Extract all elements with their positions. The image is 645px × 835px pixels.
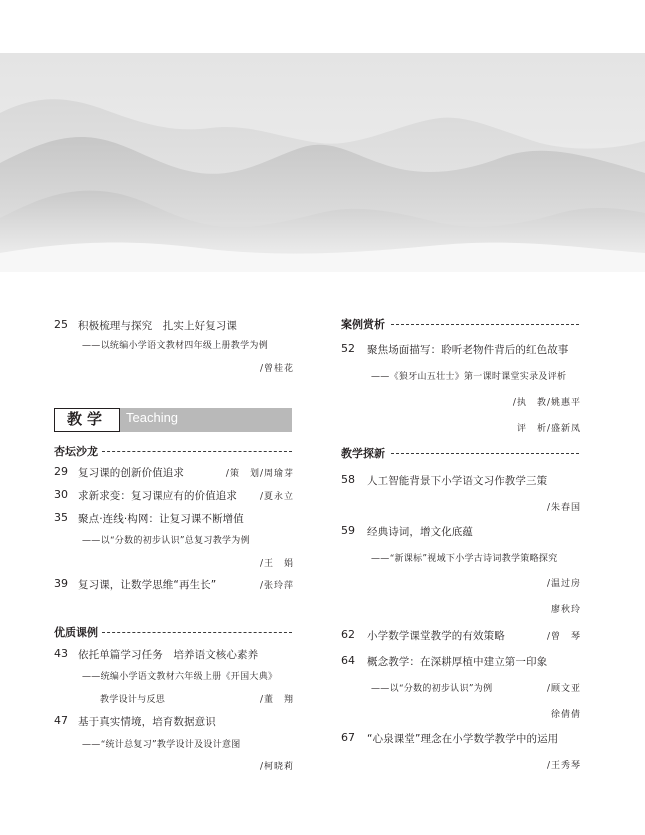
article-title: 基于真实情境，培育数据意识 [78,716,216,728]
article-author: /董 翔 [259,695,294,705]
toc-entry[interactable] [341,524,581,616]
toc-entry[interactable] [341,654,581,720]
article-title: 复习课的创新价值追求 [78,467,184,479]
article-title: 复习课，让数学思维“再生长” [78,579,217,591]
article-title: 依托单篇学习任务 培养语文核心素养 [78,649,259,661]
article-author: /王 娟 [259,559,294,569]
banner-title: 教学 [54,408,120,432]
toc-entry[interactable] [54,714,294,774]
section-heading: 案例赏析 [341,318,385,331]
section-divider [391,453,579,454]
article-author: /曾 琴 [546,632,581,642]
page-number: 64 [341,654,355,667]
page-number: 47 [54,714,68,727]
toc-entry[interactable] [341,473,581,515]
article-subtitle-continued: 教学设计与反思 [100,695,166,705]
section-banner [54,408,292,432]
article-title: 人工智能背景下小学语文习作教学三策 [367,475,548,487]
article-title: “心泉课堂”理念在小学数学教学中的运用 [367,733,559,745]
article-title: 聚焦场面描写：聆听老物件背后的红色故事 [367,344,569,356]
toc-entry[interactable] [54,511,294,571]
article-subtitle: ——“新课标”视域下小学古诗词教学策略探究 [371,554,558,564]
article-author: /策 划/周瑜芽 [225,469,294,479]
toc-entry[interactable] [54,647,294,709]
article-author: /夏永立 [259,492,294,502]
article-author: /王秀琴 [546,761,581,771]
section-heading: 教学探新 [341,447,385,460]
article-coauthor: 徐倩倩 [550,710,581,720]
toc-entry[interactable] [341,731,581,773]
toc-entry[interactable] [54,577,294,593]
section-heading: 杏坛沙龙 [54,445,98,458]
page-number: 25 [54,318,68,331]
toc-entry[interactable] [54,488,294,504]
article-author: /执 教/姚惠平 [512,398,581,408]
article-title: 聚点·连线·构网：让复习课不断增值 [78,513,244,525]
mountain-landscape-illustration [0,53,645,272]
article-author: /顾文亚 [546,684,581,694]
section-heading: 优质课例 [54,626,98,639]
article-title: 小学数学课堂教学的有效策略 [367,630,505,642]
article-subtitle: ——以统编小学语文教材四年级上册教学为例 [82,341,269,351]
article-title: 求新求变：复习课应有的价值追求 [78,490,237,502]
article-title: 积极梳理与探究 扎实上好复习课 [78,320,237,332]
article-author: /朱春国 [546,503,581,513]
article-author: /张玲萍 [259,581,294,591]
article-author: /柯晓莉 [259,762,294,772]
page-number: 43 [54,647,68,660]
article-author: /曾桂花 [259,364,294,374]
article-reviewer: 评 析/盛新凤 [516,424,581,434]
toc-entry[interactable] [54,318,294,378]
article-title: 经典诗词，增文化底蕴 [367,526,473,538]
page-number: 35 [54,511,68,524]
article-subtitle: ——以“分数的初步认识”为例 [371,684,493,694]
toc-entry[interactable] [54,465,294,481]
article-subtitle: ——统编小学语文教材六年级上册《开国大典》 [82,672,278,682]
toc-entry[interactable] [341,342,581,437]
section-divider [102,451,292,452]
article-subtitle: ——《狼牙山五壮士》第一课时课堂实录及评析 [371,372,567,382]
section-divider [391,324,579,325]
article-title: 概念教学：在深耕厚植中建立第一印象 [367,656,548,668]
page-number: 67 [341,731,355,744]
page-number: 30 [54,488,68,501]
section-divider [102,632,292,633]
page-number: 52 [341,342,355,355]
page-number: 62 [341,628,355,641]
article-subtitle: ——以“分数的初步认识”总复习教学为例 [82,536,250,546]
banner-english-title: Teaching [126,410,179,425]
article-subtitle: ——“统计总复习”教学设计及设计意图 [82,740,241,750]
page-number: 29 [54,465,68,478]
page-number: 39 [54,577,68,590]
page-number: 58 [341,473,355,486]
page-number: 59 [341,524,355,537]
article-author: /温过房 [546,579,581,589]
toc-entry[interactable] [341,628,581,644]
article-coauthor: 廖秋玲 [550,605,581,615]
